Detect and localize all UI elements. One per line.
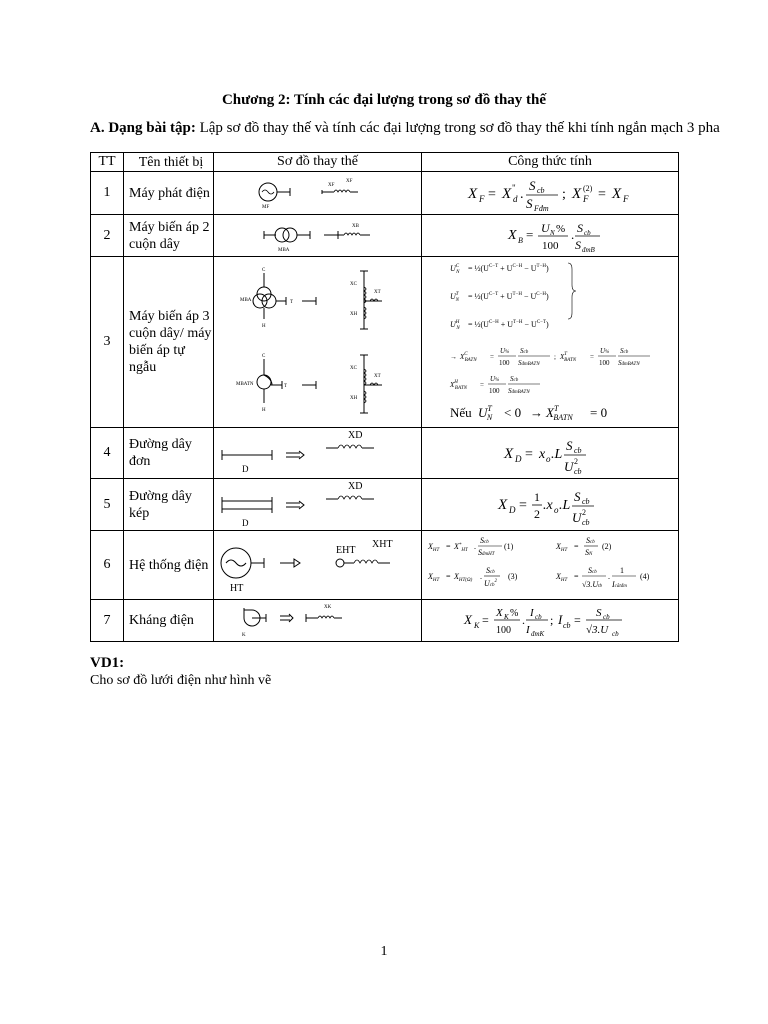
svg-text:X: X [497,497,508,513]
example-text: Cho sơ đồ lưới điện như hình vẽ [90,673,272,688]
table-row [91,479,679,531]
svg-text:S: S [576,221,583,235]
svg-text:=: = [524,447,533,462]
eq-zero: = 0 [589,405,608,420]
svg-text:SN: SN [584,548,593,557]
svg-text:;: ; [561,187,566,202]
svg-text:D: D [508,505,516,515]
label-xc-1: XC [349,282,357,287]
formula-cell [421,479,678,531]
svg-text:.: . [607,572,610,581]
svg-text:cb: cb [602,613,610,621]
svg-text:Scb: Scb [519,347,529,355]
example-heading: VD1: [90,655,125,671]
svg-text:→: → [529,405,543,420]
svg-text:U: U [540,221,550,235]
svg-text:U: U [563,459,574,474]
label-mba-3: MBA [239,298,252,303]
svg-text:.L: .L [558,498,571,513]
svg-text:.: . [521,613,525,627]
svg-text:=: = [597,187,606,202]
svg-text:Scb: Scb [479,536,489,545]
power-system-diagram [214,531,421,599]
svg-text:S: S [573,489,581,504]
svg-text:Scb: Scb [509,375,519,383]
svg-text:U: U [571,510,582,525]
svg-text:100: 100 [488,387,500,395]
page-number: 1 [380,944,388,959]
label-c-1: C [261,268,266,273]
label-xd-2: XD [347,481,363,492]
label-xc-2: XC [349,366,357,371]
label-mf: MF [261,205,270,210]
reactor-diagram [214,600,421,641]
svg-text:Ucb2: Ucb$^2$ [483,579,497,588]
svg-text:=: = [589,353,594,361]
formula-r3 [422,257,678,427]
diagram-cell [213,531,421,600]
label-xht: XHT [371,539,393,550]
svg-text:U%: U% [599,347,610,355]
transformer2-diagram [214,215,421,256]
diagram-cell [213,172,421,215]
diagram-cell [213,428,421,479]
label-xf-2: XF [345,179,353,184]
svg-text:Scb: Scb [619,347,629,355]
label-eht: EHT [335,545,356,556]
row-number: 3 [91,257,124,428]
svg-text:U%: U% [489,375,500,383]
svg-text:.x: .x [542,498,553,513]
svg-text:XCBATN: $X^C$ BATN [459,352,477,363]
svg-text:XHT: $X_{HT}$ [427,542,440,553]
section-heading [90,120,720,137]
svg-text:F: F [622,194,629,204]
svg-text:X: X [611,186,622,202]
svg-text:U%: U% [499,347,510,355]
label-xb: XB [351,224,359,229]
svg-text:(2): (2) [582,184,593,193]
substitution-table [90,152,679,642]
page-title: Chương 2: Tính các đại lượng trong sơ đồ thay thế [221,92,547,108]
svg-text:N: N [549,229,555,237]
svg-text:I: I [529,607,534,619]
label-d-2: D [241,518,249,528]
svg-text:SđmBATN: SđmBATN [517,359,540,367]
svg-text:cb: cb [562,621,571,630]
svg-text:2: 2 [533,507,540,521]
label-d-1: D [241,464,249,474]
svg-text:cb: cb [581,518,590,527]
single-line-diagram [214,428,421,478]
device-name: Máy biến áp 2 cuộn dây [124,215,214,257]
row-number: 1 [91,172,124,215]
formula-r5 [422,479,678,530]
svg-text:SđmBATN: SđmBATN [617,359,640,367]
svg-text:I: I [557,612,563,627]
table-row [91,428,679,479]
svg-text:(4): (4) [639,572,650,581]
svg-text:SđmHT: SđmHT [477,548,495,557]
label-ht: HT [229,583,244,594]
svg-text:F: F [582,194,589,204]
svg-text:cb: cb [536,186,545,195]
lt-zero: < 0 [503,405,522,420]
svg-text:S: S [565,438,573,453]
formula-r1 [422,172,678,214]
svg-text:UTN: $U^T$ N [449,292,459,303]
formula-r4 [422,428,678,478]
svg-text:=: = [489,353,494,361]
svg-text:=: = [573,613,581,627]
label-mbatn: MBATN [235,382,254,387]
svg-text:Fđm: Fđm [533,204,549,213]
device-name: Máy phát điện [124,172,214,215]
svg-text:=: = [525,227,534,242]
row-number: 7 [91,600,124,642]
svg-text:S: S [528,178,536,193]
diagram-cell [213,479,421,531]
label-mba: MBA [277,248,290,253]
svg-text:X: X [495,607,503,619]
svg-text:Scb: Scb [585,536,595,545]
svg-text:100: 100 [541,240,559,252]
generator-diagram [214,172,421,214]
svg-text:=: = [573,572,579,581]
svg-text:(3): (3) [507,572,518,581]
svg-text:XTBATN: $X^T$ BATN [545,404,573,422]
formula-r6 [422,531,678,599]
label-xd-1: XD [347,430,363,441]
svg-text:√3.U: √3.U [585,624,609,636]
row-number: 2 [91,215,124,257]
formula-r2 [422,215,678,256]
label-xt-2: XT [373,374,381,379]
svg-text:√3.Utb: √3.Utb [581,580,603,589]
formula-cell [421,172,678,215]
label-xf-1: XF [327,183,335,188]
label-t-2: T [283,384,288,389]
svg-text:.: . [473,542,476,551]
device-name: Kháng điện [124,600,214,642]
header-tt: TT [91,153,124,172]
svg-text:(1): (1) [503,542,514,551]
svg-text:X: X [507,228,517,243]
table-header-row [91,153,679,172]
label-h-2: H [261,408,266,413]
label-xk: XK [323,605,332,610]
svg-text:B: B [517,236,523,245]
svg-text:SđmBATN: SđmBATN [507,387,530,395]
svg-text:UTN: $U^T$ N [477,404,493,422]
svg-text:100: 100 [498,359,510,367]
transformer3-diagram [214,257,421,427]
svg-text:XHBATN: $X^H$ BATN [449,380,467,391]
label-t-1: T [289,300,294,305]
svg-text:= ½(UC−H + UT−H − UC−T): = $\frac{1}{2}(U^{C-H} + U^{T-H} - U^{C-T})$ [467,320,549,329]
svg-text:D: D [514,454,522,464]
svg-text:cb: cb [534,613,542,621]
device-name: Đường dây kép [124,479,214,531]
svg-text:XHT: $X_{HT}$ [555,542,568,553]
table-row [91,531,679,600]
svg-text:Scb: Scb [587,566,597,575]
device-name: Hệ thống điện [124,531,214,600]
svg-text:100: 100 [495,625,511,636]
formula-cell [421,600,678,642]
svg-text:%: % [509,608,519,619]
svg-text:X: X [571,186,582,202]
diagram-cell [213,215,421,257]
svg-text:=: = [445,572,451,581]
svg-text:X: X [501,186,512,202]
svg-text:=: = [479,381,484,389]
double-line-diagram [214,479,421,530]
svg-text:I: I [525,624,530,636]
svg-text:x: x [538,447,546,462]
svg-text:XHT: $X_{HT}$ [555,572,568,583]
formula-r7 [422,600,678,641]
table-row [91,172,679,215]
svg-text:XHT: $X_{HT}$ [427,572,440,583]
row-number: 5 [91,479,124,531]
svg-text:F: F [478,194,485,204]
svg-text:cb: cb [583,229,591,237]
svg-text:;: ; [549,613,554,627]
svg-text:(2): (2) [601,542,612,551]
svg-text:=: = [518,498,527,513]
svg-text:o: o [553,505,559,515]
svg-text:=: = [487,187,496,202]
diagram-cell [213,600,421,642]
svg-text:X*HT: $X^*_{HT}$ [453,542,468,553]
svg-text:K: K [503,613,509,621]
svg-text:cb: cb [573,467,582,476]
svg-text:S: S [525,196,533,211]
svg-text:đmK: đmK [530,630,545,638]
svg-text:=: = [445,542,451,551]
formula-cell [421,257,678,428]
header-diagram: Sơ đồ thay thế [213,153,421,172]
svg-text:": " [511,183,516,193]
svg-text:UCN: $U^C$ N [449,264,460,275]
section-label: A. Dạng bài tập: [90,120,196,136]
svg-text:S: S [595,607,602,619]
table-row [91,257,679,428]
label-h-1: H [261,324,266,329]
svg-text:Icắtđm: Icắtđm [611,580,627,589]
svg-text:1: 1 [619,566,624,575]
table-row [91,600,679,642]
svg-text:.: . [570,227,575,242]
label-c-2: C [261,354,266,359]
row-number: 6 [91,531,124,600]
svg-text:%: % [555,223,566,235]
formula-cell [421,428,678,479]
svg-text:= ½(UC−T + UT−H − UC−H): = $\frac{1}{2}(U^{C-T} + U^{T-H} - U^{C-H})$ [467,292,549,301]
svg-text:=: = [481,613,489,627]
table-row [91,215,679,257]
svg-text:đmB: đmB [581,246,595,254]
formula-cell [421,531,678,600]
diagram-cell [213,257,421,428]
svg-text:100: 100 [598,359,610,367]
svg-text:cb: cb [573,446,582,455]
svg-text:X: X [463,612,472,627]
device-name: Đường dây đơn [124,428,214,479]
svg-text:XHT(Ω): $X_{HT(\Omega)}$ [453,572,473,583]
label-xh-2: XH [349,396,358,401]
label-k: K [241,633,246,638]
svg-text:.: . [479,572,482,581]
formula-cell [421,215,678,257]
svg-text:Scb: Scb [485,566,495,575]
svg-text:= ½(UC−T + UC−H − UT−H): = $\frac{1}{2}(U^{C-T} + U^{C-H} - U^{T-H})$ [467,264,549,273]
label-xt-1: XT [373,290,381,295]
header-formula: Công thức tính [421,153,678,172]
row-number: 4 [91,428,124,479]
svg-text:.: . [519,187,524,202]
svg-text:2: 2 [573,457,578,466]
svg-text:cb: cb [581,497,590,506]
svg-text:=: = [573,542,579,551]
label-xh-1: XH [349,312,358,317]
svg-text:K: K [473,621,480,630]
neu-label: Nếu [449,405,472,420]
svg-text:d: d [512,194,518,204]
svg-text:cb: cb [611,630,619,638]
svg-text:1: 1 [533,490,540,504]
arrow-symbol: → [449,353,457,361]
svg-text:2: 2 [581,508,586,517]
svg-text:X: X [467,186,478,202]
svg-text:X: X [503,446,514,462]
section-text: Lập sơ đồ thay thế và tính các đại lượng trong sơ đồ thay thế khi tính ngắn mạch 3 pha [195,120,720,136]
svg-text:.L: .L [550,447,563,462]
svg-text:;: ; [553,353,556,361]
svg-text:S: S [574,238,581,252]
header-device: Tên thiết bị [124,153,214,172]
device-name: Máy biến áp 3 cuộn dây/ máy biến áp tự ngẫu [124,257,214,428]
svg-text:o: o [545,454,551,464]
svg-text:XTBATN: $X^T$ BATN [559,352,577,363]
svg-text:UHN: $U^H$ N [449,320,460,331]
